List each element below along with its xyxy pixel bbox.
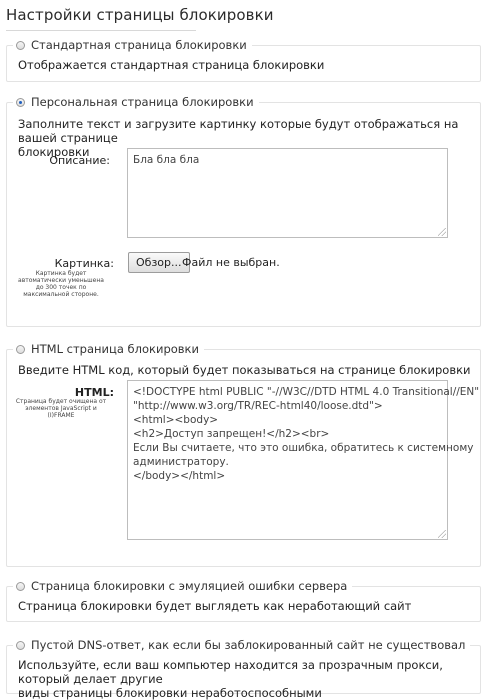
title-divider: [6, 30, 196, 31]
html-field-hint: [2, 398, 120, 419]
option-standard-label[interactable]: Стандартная страница блокировки: [31, 38, 247, 52]
image-hint-line3: до 300 точек по: [35, 284, 87, 291]
image-hint-line2: автоматически уменьшена: [18, 277, 104, 284]
description-textarea[interactable]: [127, 148, 448, 238]
resize-grip-icon[interactable]: [438, 228, 446, 236]
no-file-status: Файл не выбран.: [182, 256, 280, 269]
radio-empty-dns[interactable]: [16, 641, 25, 650]
option-personal-description-line1: Заполните текст и загрузите картинку которые будут отображаться на вашей странице: [18, 117, 459, 145]
radio-standard[interactable]: [16, 41, 25, 50]
html-code-textarea[interactable]: [127, 380, 480, 540]
description-textarea-value: Бла бла бла: [133, 154, 200, 166]
image-field-hint: [4, 270, 118, 298]
image-hint-line4: максимальной стороне.: [23, 291, 99, 298]
html-code-line: администратору.: [133, 456, 229, 468]
option-empty-dns-description: [18, 658, 487, 700]
radio-html[interactable]: [16, 345, 25, 354]
option-server-error-label[interactable]: Страница блокировки с эмуляцией ошибки сервера: [31, 579, 348, 593]
option-personal-legend[interactable]: [13, 95, 259, 109]
page-title: Настройки страницы блокировки: [6, 6, 274, 24]
html-hint-line2: элементов JavaScript и: [25, 405, 97, 412]
html-code-line: </body></html>: [133, 470, 226, 482]
option-server-error-legend[interactable]: [13, 579, 352, 593]
html-code-line: <!DOCTYPE html PUBLIC "-//W3C//DTD HTML 4.0 Transitional//EN": [133, 386, 480, 398]
html-hint-line3: (I)FRAME: [47, 412, 75, 419]
radio-personal[interactable]: [16, 98, 25, 107]
option-empty-dns-description-line2: виды страницы блокировки неработоспособными: [18, 686, 322, 700]
radio-server-error[interactable]: [16, 582, 25, 591]
html-code-line: <h2>Доступ запрещен!</h2><br>: [133, 428, 330, 440]
option-personal-description-line2: блокировки: [18, 145, 90, 159]
option-standard-description: Отображается стандартная страница блокировки: [18, 58, 325, 72]
html-field-label: HTML:: [74, 386, 114, 399]
html-hint-line1: Страница будет очищена от: [15, 398, 107, 405]
html-code-line: <html><body>: [133, 414, 219, 426]
browse-button[interactable]: Обзор...: [128, 252, 190, 273]
option-empty-dns-legend[interactable]: [13, 638, 470, 652]
image-field-label: Картинка:: [54, 257, 114, 270]
option-html-legend[interactable]: [13, 342, 204, 356]
html-code-line: Если Вы считаете, что это ошибка, обратитесь к системному: [133, 442, 474, 454]
html-code-line: "http://www.w3.org/TR/REC-html40/loose.dtd">: [133, 400, 383, 412]
image-hint-line1: Картинка будет: [35, 270, 87, 277]
option-server-error-description: Страница блокировки будет выглядеть как неработающий сайт: [18, 599, 412, 613]
description-field-label: Описание:: [49, 154, 110, 167]
option-standard-legend[interactable]: [13, 38, 252, 52]
option-empty-dns-description-line1: Используйте, если ваш компьютер находится за прозрачным прокси, который делает другие: [18, 658, 443, 686]
option-empty-dns-label[interactable]: Пустой DNS-ответ, как если бы заблокированный сайт не существовал: [31, 638, 466, 652]
resize-grip-icon[interactable]: [438, 530, 446, 538]
option-html-description: Введите HTML код, который будет показываться на странице блокировки: [18, 363, 471, 377]
option-personal-label[interactable]: Персональная страница блокировки: [31, 95, 254, 109]
option-html-label[interactable]: HTML страница блокировки: [31, 342, 199, 356]
